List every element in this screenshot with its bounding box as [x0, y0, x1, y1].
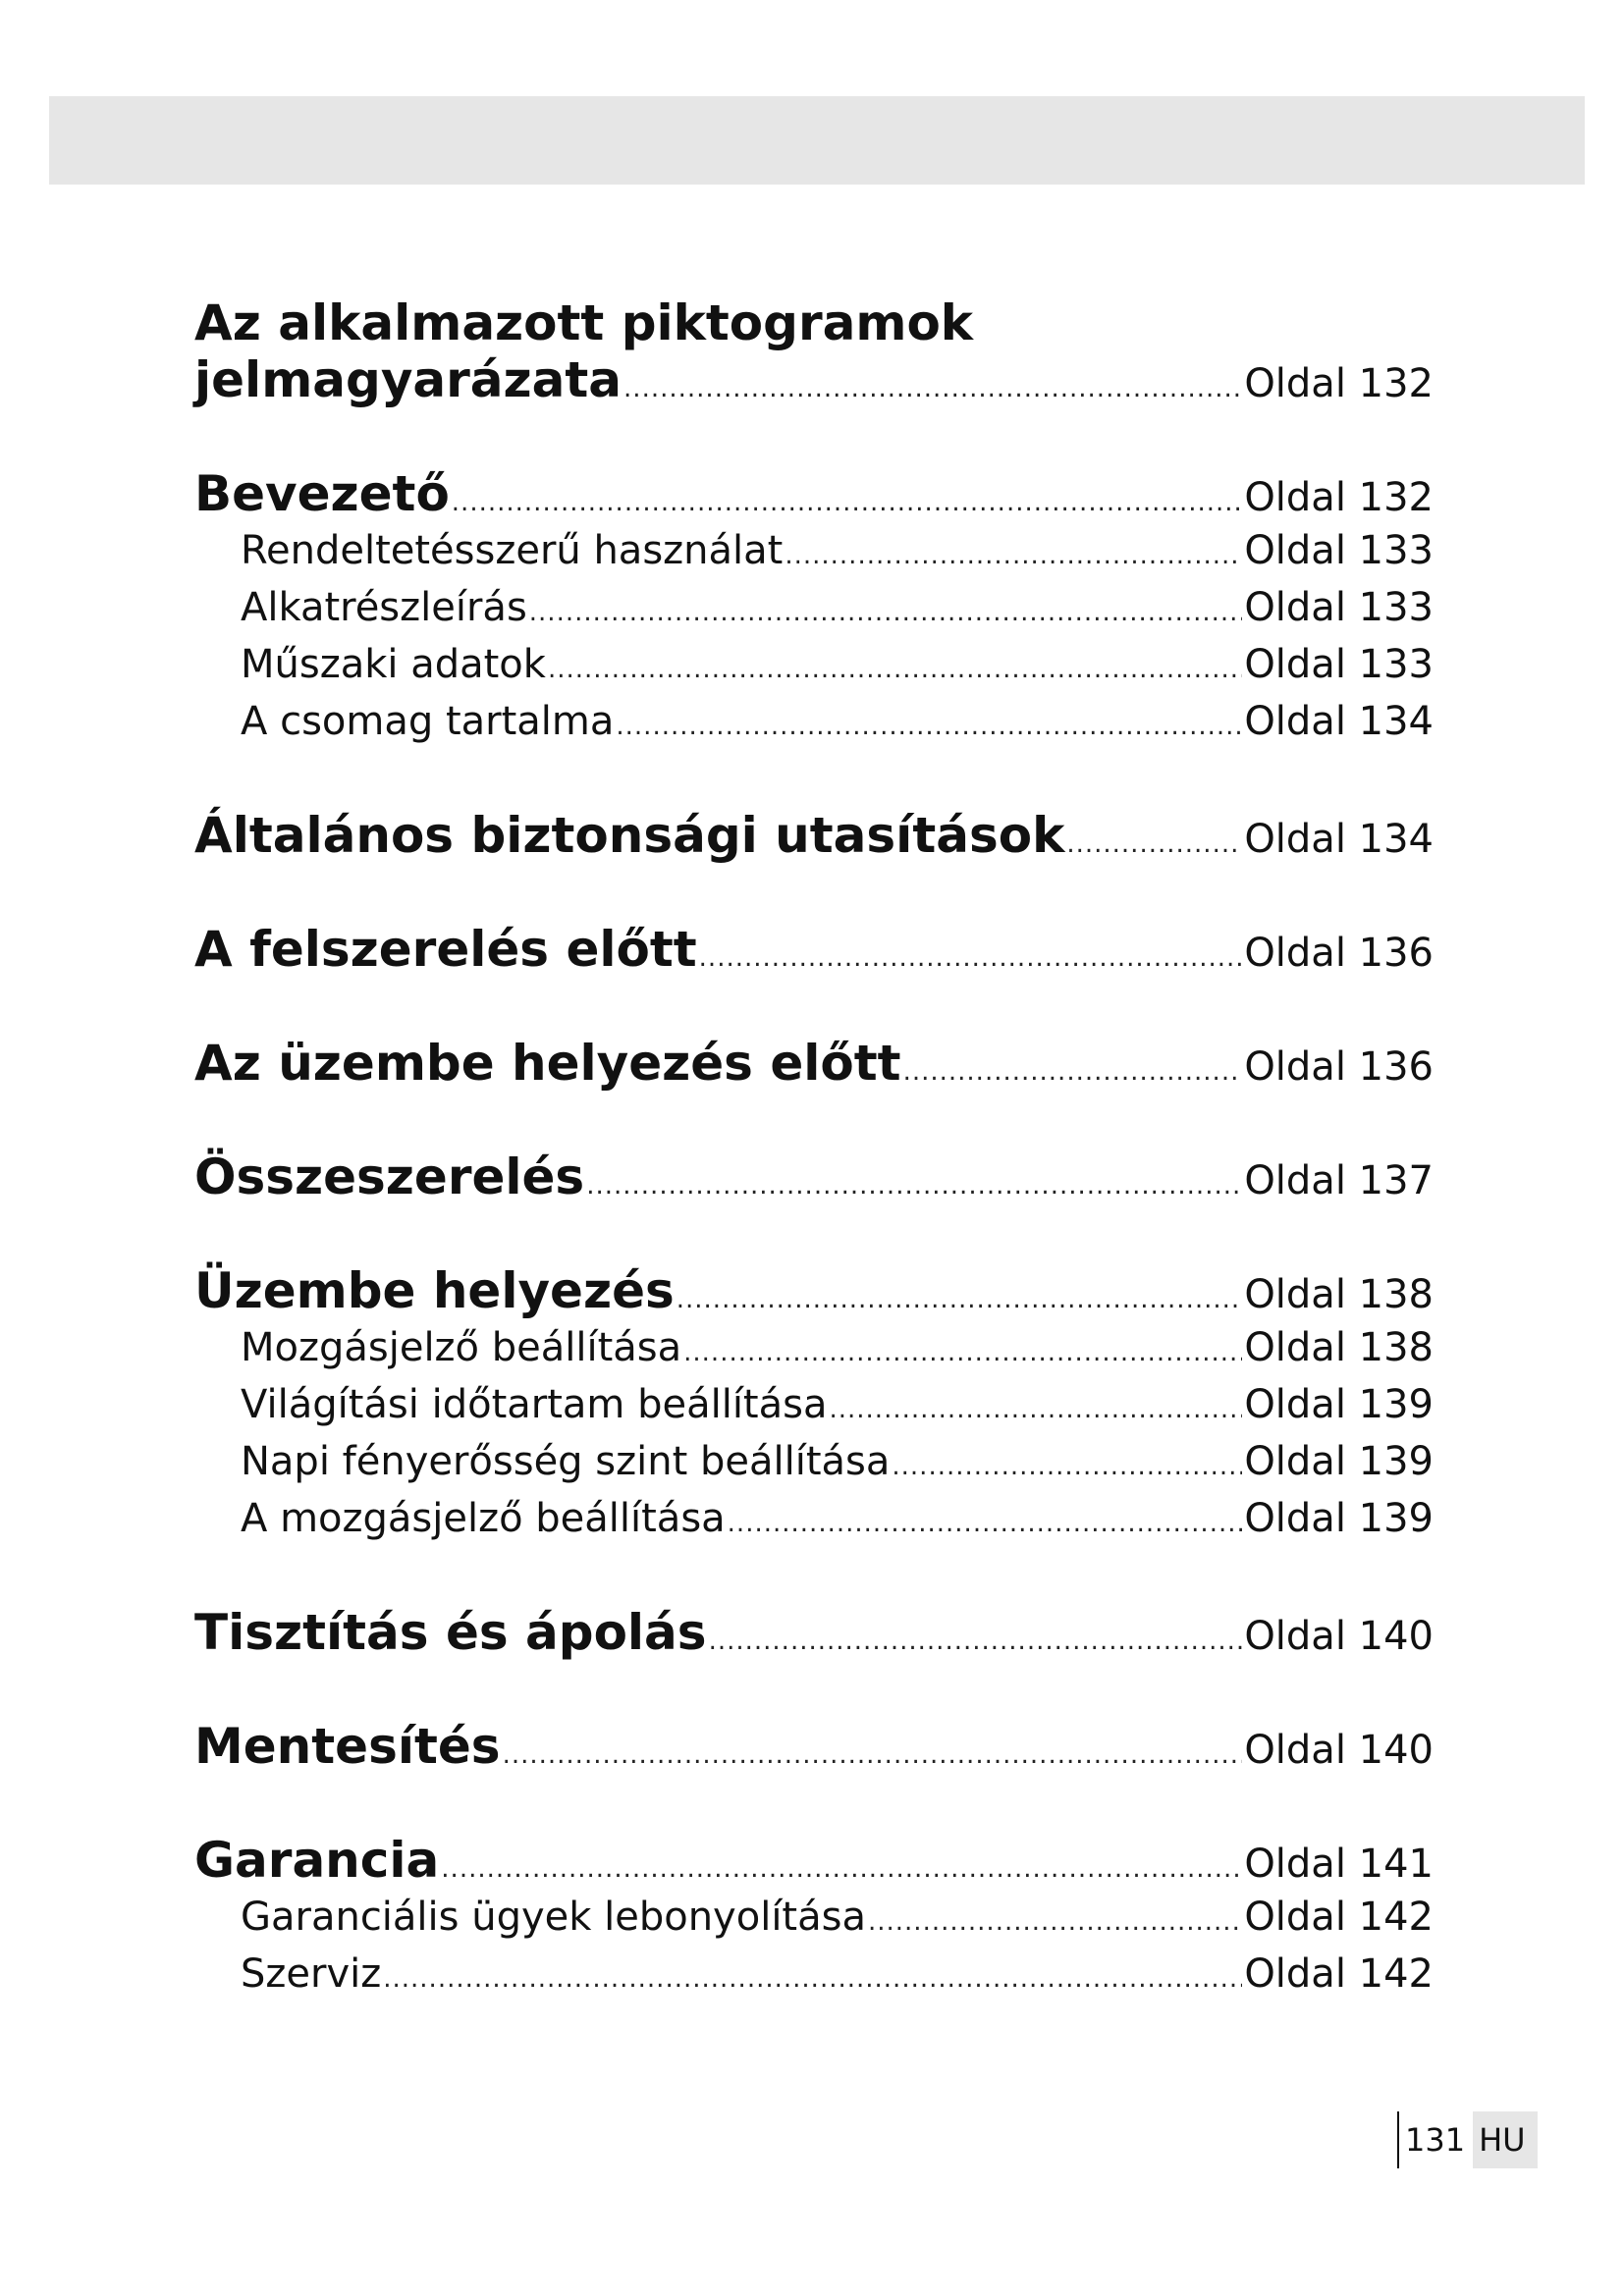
dot-leader: [503, 1727, 1243, 1784]
toc-subentry-page: Oldal 142: [1244, 1895, 1434, 1940]
toc-subentry-page: Oldal 142: [1244, 1951, 1434, 1997]
toc-subentry-label: Rendeltetésszerű használat: [241, 528, 784, 573]
toc-entry-page: Oldal 136: [1244, 1044, 1434, 1090]
footer-rule: [1397, 2111, 1399, 2168]
dot-leader: [829, 1381, 1242, 1438]
dot-leader: [586, 1157, 1242, 1214]
dot-leader: [868, 1894, 1242, 1950]
toc-entry-page: Oldal 140: [1244, 1614, 1434, 1659]
dot-leader: [1066, 816, 1242, 873]
dot-leader: [529, 584, 1243, 641]
toc-entry[interactable]: [194, 351, 1434, 408]
toc-entry-label: Üzembe helyezés: [194, 1262, 675, 1319]
toc-subentry[interactable]: [194, 636, 1434, 693]
toc-entry-page: Oldal 138: [1244, 1272, 1434, 1317]
toc-entry-page: Oldal 136: [1244, 931, 1434, 976]
toc-subentry-page: Oldal 138: [1244, 1325, 1434, 1370]
dot-leader: [616, 698, 1242, 755]
toc-subentry-page: Oldal 139: [1244, 1496, 1434, 1541]
page-number: 131: [1405, 2121, 1466, 2159]
toc-entry-label: Mentesítés: [194, 1718, 501, 1775]
toc-subentry[interactable]: [194, 1376, 1434, 1433]
toc-entry[interactable]: [194, 1035, 1434, 1092]
language-tag: HU: [1473, 2111, 1537, 2168]
toc-subentry-label: Szerviz: [241, 1951, 382, 1997]
toc-subentry[interactable]: [194, 1433, 1434, 1490]
toc-subentry-label: A mozgásjelző beállítása: [241, 1496, 726, 1541]
toc-subentry-label: Napi fényerősség szint beállítása: [241, 1439, 891, 1484]
toc-entry[interactable]: [194, 1832, 1434, 1889]
toc-subentry-page: Oldal 139: [1244, 1382, 1434, 1427]
dot-leader: [623, 360, 1242, 417]
toc-subentry[interactable]: [194, 522, 1434, 579]
page-footer: [1397, 2111, 1538, 2168]
toc-entry[interactable]: [194, 921, 1434, 978]
dot-leader: [383, 1950, 1242, 2007]
toc-subentry[interactable]: [194, 1490, 1434, 1547]
toc-subentry-label: Mozgásjelző beállítása: [241, 1325, 682, 1370]
toc-entry[interactable]: [194, 807, 1434, 864]
toc-subentry-label: A csomag tartalma: [241, 699, 615, 744]
toc-subentry-label: Világítási időtartam beállítása: [241, 1382, 828, 1427]
toc-entry-label: Tisztítás és ápolás: [194, 1604, 707, 1661]
toc-subentry-label: Alkatrészleírás: [241, 585, 527, 630]
dot-leader: [903, 1043, 1243, 1100]
toc-subentry-page: Oldal 133: [1244, 528, 1434, 573]
header-band: [49, 96, 1585, 185]
toc-entry-label: A felszerelés előtt: [194, 921, 697, 978]
toc-subentry[interactable]: [194, 1946, 1434, 2002]
toc-subentry[interactable]: [194, 579, 1434, 636]
toc-entry[interactable]: [194, 1718, 1434, 1775]
toc-subentry-page: Oldal 133: [1244, 642, 1434, 687]
toc-subentry-page: Oldal 139: [1244, 1439, 1434, 1484]
toc-entry-page: Oldal 132: [1244, 361, 1434, 406]
toc-subentry[interactable]: [194, 693, 1434, 750]
table-of-contents: [194, 294, 1434, 2002]
toc-entry-page: Oldal 141: [1244, 1842, 1434, 1887]
dot-leader: [728, 1495, 1243, 1552]
toc-entry[interactable]: [194, 1604, 1434, 1661]
dot-leader: [785, 527, 1242, 584]
toc-entry[interactable]: [194, 1262, 1434, 1319]
toc-subentry-page: Oldal 133: [1244, 585, 1434, 630]
dot-leader: [709, 1613, 1243, 1670]
dot-leader: [548, 641, 1242, 698]
toc-entry-page: Oldal 137: [1244, 1158, 1434, 1203]
toc-subentry[interactable]: [194, 1319, 1434, 1376]
toc-entry[interactable]: [194, 1148, 1434, 1205]
dot-leader: [699, 930, 1243, 987]
toc-entry-label: Általános biztonsági utasítások: [194, 807, 1065, 864]
toc-entry-page: Oldal 140: [1244, 1728, 1434, 1773]
dot-leader: [892, 1438, 1242, 1495]
toc-subentry[interactable]: [194, 1889, 1434, 1946]
toc-subentry-label: Garanciális ügyek lebonyolítása: [241, 1895, 866, 1940]
toc-entry[interactable]: [194, 465, 1434, 522]
toc-entry-label: Garancia: [194, 1832, 440, 1889]
toc-entry-page: Oldal 134: [1244, 817, 1434, 862]
toc-subentry-page: Oldal 134: [1244, 699, 1434, 744]
toc-entry-title-line: Az alkalmazott piktogramok: [194, 294, 974, 351]
toc-entry-label: Összeszerelés: [194, 1148, 585, 1205]
toc-subentry-label: Műszaki adatok: [241, 642, 546, 687]
toc-entry-page: Oldal 132: [1244, 475, 1434, 520]
toc-entry-label: Az üzembe helyezés előtt: [194, 1035, 901, 1092]
dot-leader: [683, 1324, 1242, 1381]
toc-entry-label: Bevezető: [194, 465, 450, 522]
toc-entry-label: jelmagyarázata: [194, 351, 623, 408]
dot-leader: [677, 1271, 1243, 1328]
